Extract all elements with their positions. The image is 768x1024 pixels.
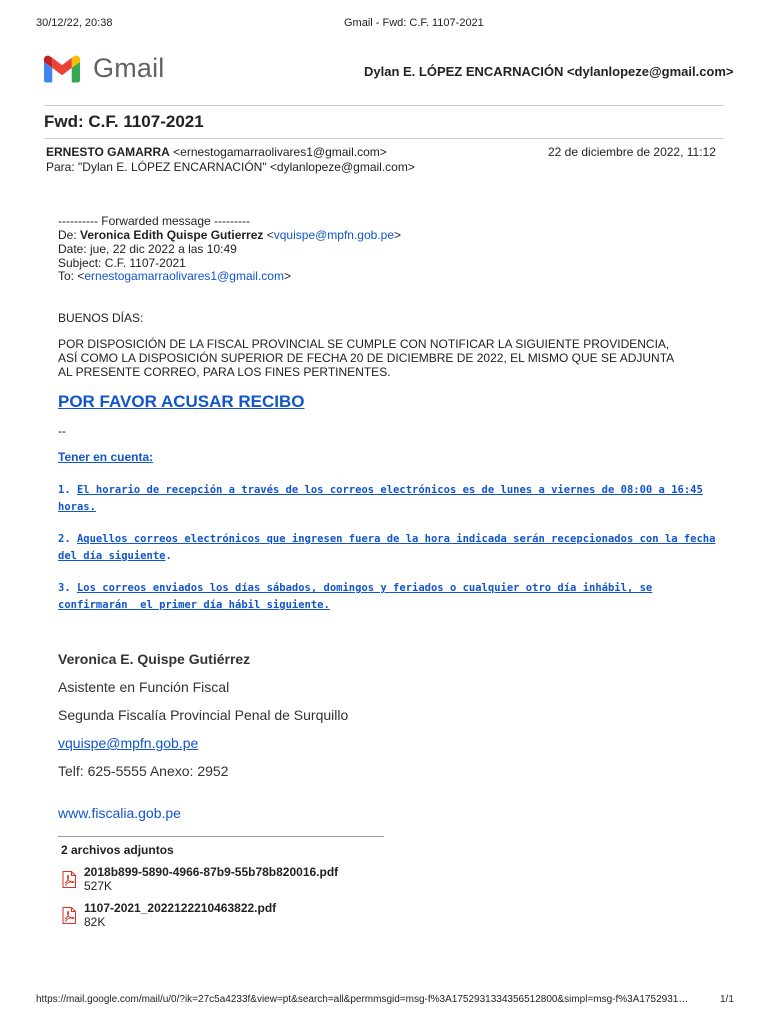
gmail-wordmark: Gmail xyxy=(93,53,165,83)
note-1-text-line-2: horas. xyxy=(58,501,96,513)
note-2-line-2 xyxy=(58,548,172,565)
attachments-divider xyxy=(58,836,384,837)
account-identity: Dylan E. LÓPEZ ENCARNACIÓN <dylanlopeze@gmail.com> xyxy=(364,64,734,79)
signature-website-link[interactable]: www.fiscalia.gob.pe xyxy=(58,805,181,821)
note-2 xyxy=(58,531,715,548)
sender-name: ERNESTO GAMARRA xyxy=(46,145,170,159)
pdf-icon xyxy=(62,907,76,924)
signature-phone: Telf: 625-5555 Anexo: 2952 xyxy=(58,763,229,779)
body-paragraph-line-3: AL PRESENTE CORREO, PARA LOS FINES PERTINENTES. xyxy=(58,365,391,379)
signature-role: Asistente en Función Fiscal xyxy=(58,679,230,695)
note-3-text-line-1: Los correos enviados los días sábados, domingos y feriados o cualquier otro día inhábil, se xyxy=(76,582,653,594)
print-page-title: Gmail - Fwd: C.F. 1107-2021 xyxy=(344,17,484,29)
forwarded-date: Date: jue, 22 dic 2022 a las 10:49 xyxy=(58,242,237,256)
print-page-number: 1/1 xyxy=(720,994,734,1005)
signature-name: Veronica E. Quispe Gutiérrez xyxy=(58,651,251,667)
message-date: 22 de diciembre de 2022, 11:12 xyxy=(548,145,716,159)
signature-dash: -- xyxy=(58,424,66,438)
forwarded-from xyxy=(58,228,401,242)
sender-email: <ernestogamarraolivares1@gmail.com> xyxy=(173,145,387,159)
note-1 xyxy=(58,482,703,499)
attachment-name[interactable]: 2018b899-5890-4966-87b9-55b78b820016.pdf xyxy=(84,865,339,879)
header-divider xyxy=(44,105,724,106)
forwarded-separator: ---------- Forwarded message --------- xyxy=(58,214,250,228)
print-url: https://mail.google.com/mail/u/0/?ik=27c5a4233f&view=pt&search=all&permmsgid=msg-f%3A1752931334356512800&simpl=msg-f%3A1752931… xyxy=(36,994,689,1005)
note-3-text-line-2: confirmarán el primer día hábil siguiente. xyxy=(58,599,330,611)
greeting: BUENOS DÍAS: xyxy=(58,311,144,325)
attachment-size: 527K xyxy=(84,879,113,893)
forwarded-from-close: > xyxy=(394,228,402,242)
body-paragraph-line-1: POR DISPOSICIÓN DE LA FISCAL PROVINCIAL SE CUMPLE CON NOTIFICAR LA SIGUIENTE PROVIDENCIA, xyxy=(58,337,670,351)
forwarded-from-email-link[interactable]: vquispe@mpfn.gob.pe xyxy=(273,228,395,242)
attachment-size: 82K xyxy=(84,915,106,929)
pdf-icon xyxy=(62,871,76,888)
body-paragraph-line-2: ASÍ COMO LA DISPOSICIÓN SUPERIOR DE FECHA 20 DE DICIEMBRE DE 2022, EL MISMO QUE SE ADJUNTA xyxy=(58,351,675,365)
forwarded-from-label: De: xyxy=(58,228,81,242)
forwarded-to xyxy=(58,269,291,283)
attachment-item[interactable] xyxy=(62,865,362,895)
thread-subject: Fwd: C.F. 1107-2021 xyxy=(44,112,204,131)
forwarded-from-name: Veronica Edith Quispe Gutierrez xyxy=(80,228,264,242)
print-datetime: 30/12/22, 20:38 xyxy=(36,17,113,29)
note-1-text-line-1: El horario de recepción a través de los correos electrónicos es de lunes a viernes de 08:00 a 16:45 xyxy=(76,484,703,496)
forwarded-to-email-link[interactable]: ernestogamarraolivares1@gmail.com xyxy=(84,269,284,283)
note-2-text-line-1: Aquellos correos electrónicos que ingresen fuera de la hora indicada serán recepcionados con la fecha xyxy=(76,533,716,545)
signature-email-link[interactable]: vquispe@mpfn.gob.pe xyxy=(58,735,199,751)
forwarded-from-open: < xyxy=(263,228,274,242)
gmail-logo-icon xyxy=(44,54,80,84)
message-sender xyxy=(46,145,387,160)
signature-office: Segunda Fiscalía Provincial Penal de Surquillo xyxy=(58,707,349,723)
acknowledge-receipt-callout: POR FAVOR ACUSAR RECIBO xyxy=(58,392,305,411)
note-1-number: 1. xyxy=(58,484,77,496)
note-3 xyxy=(58,580,652,597)
note-2-end: . xyxy=(165,550,172,562)
attachment-name[interactable]: 1107-2021_2022122210463822.pdf xyxy=(84,901,277,915)
forwarded-to-close: > xyxy=(283,269,291,283)
attachments-heading: 2 archivos adjuntos xyxy=(61,843,174,857)
note-3-number: 3. xyxy=(58,582,77,594)
subject-divider xyxy=(44,138,724,139)
note-title: Tener en cuenta: xyxy=(58,450,154,464)
attachment-item[interactable] xyxy=(62,901,362,931)
message-recipient: Para: "Dylan E. LÓPEZ ENCARNACIÓN" <dylanlopeze@gmail.com> xyxy=(46,160,415,174)
forwarded-subject: Subject: C.F. 1107-2021 xyxy=(58,256,186,270)
note-2-text-line-2: del día siguiente xyxy=(58,550,166,562)
forwarded-to-label: To: < xyxy=(58,269,85,283)
note-2-number: 2. xyxy=(58,533,77,545)
